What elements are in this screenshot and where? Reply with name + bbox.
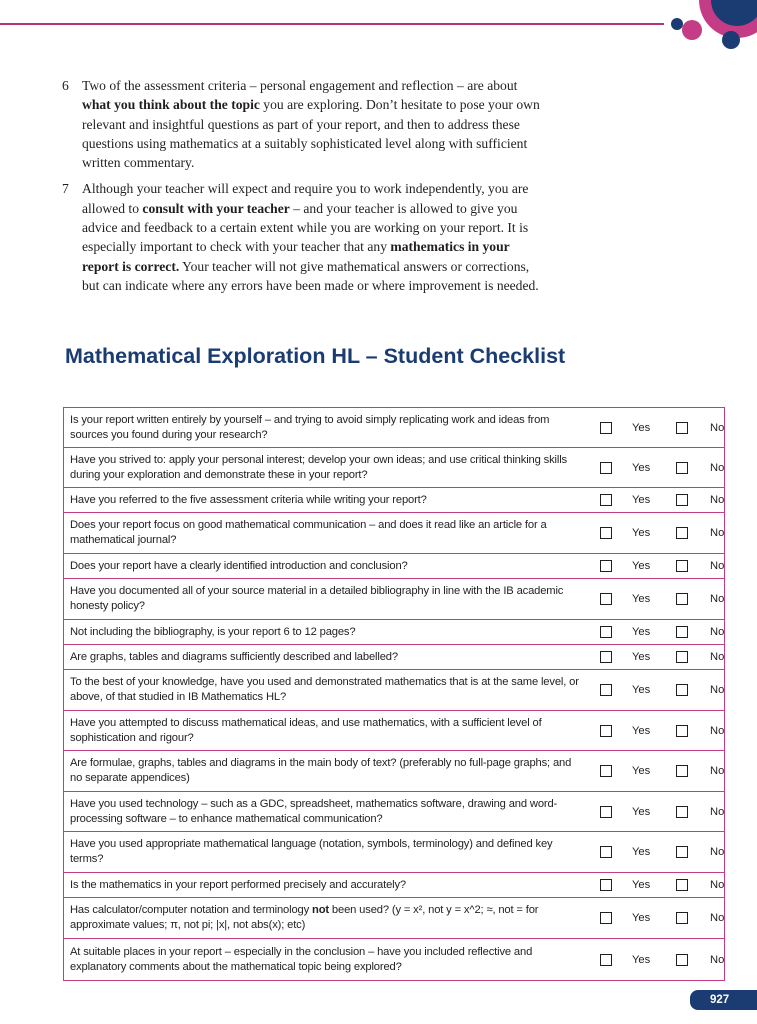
checklist-row xyxy=(64,711,724,751)
yes-label: Yes xyxy=(632,626,651,638)
yes-label: Yes xyxy=(632,527,651,539)
no-label: No xyxy=(710,953,725,966)
yes-label: Yes xyxy=(632,805,651,818)
answer-options xyxy=(592,765,724,777)
emphasis-text: what you think about the topic xyxy=(82,97,260,113)
answer-options xyxy=(592,462,724,474)
answer-options xyxy=(592,954,724,966)
no-label: No xyxy=(710,684,725,696)
no-checkbox[interactable] xyxy=(676,494,688,506)
section-title: Mathematical Exploration HL – Student Checklist xyxy=(65,344,566,368)
text-run: Although your teacher will expect and require you to work independently, you are allowed to xyxy=(82,181,529,216)
numbered-item xyxy=(62,76,542,172)
no-checkbox[interactable] xyxy=(676,879,688,891)
emphasis-text: consult with your teacher xyxy=(142,200,290,216)
checklist-question: Not including the bibliography, is your report 6 to 12 pages? xyxy=(70,625,356,638)
yes-label: Yes xyxy=(632,684,651,696)
circle-decoration-icon xyxy=(657,0,757,60)
yes-checkbox[interactable] xyxy=(600,626,612,638)
checklist-row xyxy=(64,670,724,711)
yes-checkbox[interactable] xyxy=(600,846,612,858)
answer-options xyxy=(592,846,724,858)
no-checkbox[interactable] xyxy=(676,626,688,638)
checklist-row xyxy=(64,620,724,645)
no-checkbox[interactable] xyxy=(676,846,688,858)
checklist-question: Are graphs, tables and diagrams sufficiently described and labelled? xyxy=(70,650,398,663)
text-run: Has calculator/computer notation and terminology xyxy=(70,904,313,916)
text-run: Two of the assessment criteria – personal engagement and reflection – are about xyxy=(82,78,518,93)
checklist-question: Have you used technology – such as a GDC, spreadsheet, mathematics software, drawing and word-processing software – to enhance mathematical communication? xyxy=(70,797,558,825)
checklist-question: At suitable places in your report – especially in the conclusion – have you included reflective and explanatory comments about the mathematical topic being explored? xyxy=(70,945,533,973)
emphasis-text: mathematics in your report is correct. xyxy=(82,239,510,274)
checklist-question: Have you documented all of your source material in a detailed bibliography in line with the IB academic honesty policy? xyxy=(70,585,564,612)
checklist-row xyxy=(64,751,724,792)
no-checkbox[interactable] xyxy=(676,912,688,924)
item-number: 6 xyxy=(62,78,69,93)
no-label: No xyxy=(710,421,725,434)
answer-options xyxy=(592,593,724,605)
yes-checkbox[interactable] xyxy=(600,494,612,506)
no-label: No xyxy=(710,593,725,605)
yes-checkbox[interactable] xyxy=(600,879,612,891)
checklist-question: Does your report focus on good mathematical communication – and does it read like an article for a mathematical journal? xyxy=(70,519,547,546)
no-checkbox[interactable] xyxy=(676,560,688,572)
yes-label: Yes xyxy=(632,593,651,605)
header-rule xyxy=(0,23,664,25)
yes-checkbox[interactable] xyxy=(600,422,612,434)
no-checkbox[interactable] xyxy=(676,725,688,737)
yes-checkbox[interactable] xyxy=(600,725,612,737)
answer-options xyxy=(592,527,724,539)
no-checkbox[interactable] xyxy=(676,954,688,966)
yes-label: Yes xyxy=(632,724,651,737)
no-label: No xyxy=(710,724,725,737)
yes-label: Yes xyxy=(632,879,651,891)
answer-options xyxy=(592,651,724,663)
text-run: Your teacher will not give mathematical answers or corrections, but can indicate where any errors have been made or where improvement is needed. xyxy=(82,258,539,293)
yes-checkbox[interactable] xyxy=(600,651,612,663)
yes-checkbox[interactable] xyxy=(600,462,612,474)
no-label: No xyxy=(710,461,725,474)
checklist-row xyxy=(64,554,724,579)
no-label: No xyxy=(710,912,725,924)
answer-options xyxy=(592,626,724,638)
answer-options xyxy=(592,422,724,434)
checklist-question: Have you used appropriate mathematical language (notation, symbols, terminology) and defined key terms? xyxy=(70,838,553,865)
checklist-question: Is your report written entirely by yourself – and trying to avoid simply replicating work and ideas from sources you found during your research? xyxy=(70,413,550,441)
checklist-question: Are formulae, graphs, tables and diagrams in the main body of text? (preferably no full-page graphs; and no separate appendices) xyxy=(70,757,572,784)
yes-checkbox[interactable] xyxy=(600,560,612,572)
checklist-question: Have you attempted to discuss mathematical ideas, and use mathematics, with a sufficient level of sophistication and rigour? xyxy=(70,716,542,744)
checklist-row xyxy=(64,832,724,873)
numbered-paragraphs xyxy=(62,76,542,302)
yes-checkbox[interactable] xyxy=(600,954,612,966)
no-checkbox[interactable] xyxy=(676,806,688,818)
emphasis-text: not xyxy=(312,904,329,916)
item-text xyxy=(82,179,542,295)
checklist-row xyxy=(64,645,724,670)
yes-label: Yes xyxy=(632,953,651,966)
checklist-row xyxy=(64,488,724,513)
numbered-item xyxy=(62,179,542,295)
checklist-row xyxy=(64,873,724,898)
no-checkbox[interactable] xyxy=(676,651,688,663)
no-label: No xyxy=(710,805,725,818)
yes-label: Yes xyxy=(632,846,651,858)
no-label: No xyxy=(710,651,725,663)
no-label: No xyxy=(710,879,725,891)
checklist-row xyxy=(64,939,724,980)
checklist-question: Does your report have a clearly identified introduction and conclusion? xyxy=(70,559,408,572)
checklist-question: Have you strived to: apply your personal interest; develop your own ideas; and use critical thinking skills during your exploration and demonstrate these in your report? xyxy=(70,453,567,481)
no-checkbox[interactable] xyxy=(676,527,688,539)
answer-options xyxy=(592,725,724,737)
yes-label: Yes xyxy=(632,421,651,434)
no-checkbox[interactable] xyxy=(676,684,688,696)
checklist-row xyxy=(64,408,724,448)
yes-checkbox[interactable] xyxy=(600,593,612,605)
no-checkbox[interactable] xyxy=(676,593,688,605)
text-run: – and your teacher is allowed to give you advice and feedback to a certain extent while you are working on your report. It is especially important to check with your teacher that any xyxy=(82,200,529,255)
student-checklist xyxy=(63,407,725,981)
answer-options xyxy=(592,879,724,891)
no-label: No xyxy=(710,846,725,858)
text-run: you are exploring. Don’t hesitate to pose your own relevant and insightful questions as part of your report, and then to address these questions using mathematics at a suitably sophisticated level along with sufficient written commentary. xyxy=(82,97,540,171)
yes-label: Yes xyxy=(632,461,651,474)
checklist-question xyxy=(64,900,592,936)
yes-checkbox[interactable] xyxy=(600,912,612,924)
text-run: been used? (y = x², not y = x^2; ≈, not = for approximate values; π, not pi; |x|, not abs(x); etc) xyxy=(70,904,539,931)
no-label: No xyxy=(710,494,725,506)
checklist-row xyxy=(64,448,724,488)
yes-checkbox[interactable] xyxy=(600,806,612,818)
answer-options xyxy=(592,494,724,506)
checklist-row xyxy=(64,792,724,832)
no-label: No xyxy=(710,527,725,539)
no-checkbox[interactable] xyxy=(676,462,688,474)
yes-label: Yes xyxy=(632,494,651,506)
item-text xyxy=(82,76,542,172)
checklist-row xyxy=(64,513,724,554)
no-checkbox[interactable] xyxy=(676,765,688,777)
item-number: 7 xyxy=(62,181,69,197)
no-label: No xyxy=(710,560,725,572)
yes-label: Yes xyxy=(632,560,651,572)
checklist-question: To the best of your knowledge, have you used and demonstrated mathematics that is at the same level, or above, of that studied in IB Mathematics HL? xyxy=(70,676,579,703)
answer-options xyxy=(592,560,724,572)
yes-label: Yes xyxy=(632,651,651,663)
checklist-row xyxy=(64,898,724,939)
yes-label: Yes xyxy=(632,912,651,924)
answer-options xyxy=(592,912,724,924)
checklist-question: Have you referred to the five assessment criteria while writing your report? xyxy=(70,493,427,506)
answer-options xyxy=(592,684,724,696)
no-label: No xyxy=(710,626,725,638)
checklist-row xyxy=(64,579,724,620)
page-number: 927 xyxy=(690,990,757,1010)
yes-checkbox[interactable] xyxy=(600,527,612,539)
yes-checkbox[interactable] xyxy=(600,765,612,777)
no-checkbox[interactable] xyxy=(676,422,688,434)
checklist-question: Is the mathematics in your report performed precisely and accurately? xyxy=(70,878,406,891)
answer-options xyxy=(592,806,724,818)
no-label: No xyxy=(710,765,725,777)
yes-label: Yes xyxy=(632,765,651,777)
yes-checkbox[interactable] xyxy=(600,684,612,696)
